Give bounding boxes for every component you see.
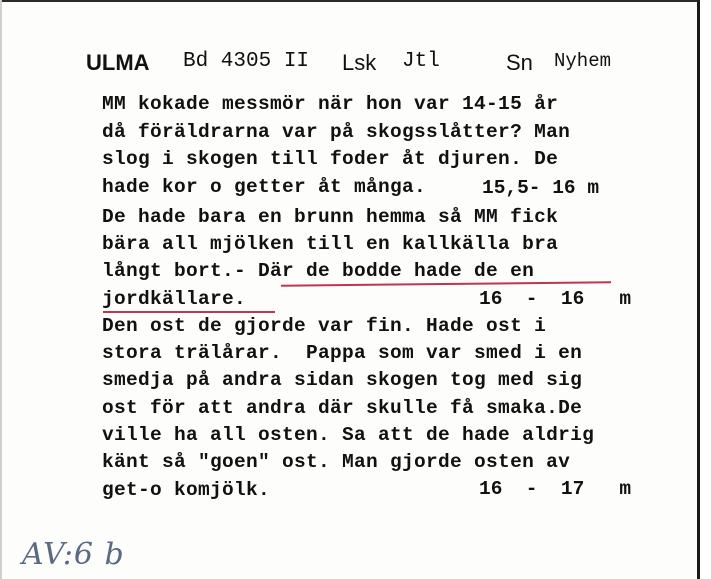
text-line: slog i skogen till foder åt djuren. De (102, 148, 559, 170)
text-line: smedja på andra sidan skogen tog med sig (102, 369, 583, 391)
text-line: känt så "goen" ost. Man gjorde osten av (102, 451, 571, 473)
text-line: ville ha all osten. Sa att de hade aldrig (102, 424, 595, 446)
text-line: Den ost de gjorde var fin. Hade ost i (102, 315, 547, 337)
volume-label: Bd 4305 II (183, 50, 310, 73)
red-underline (103, 311, 275, 313)
text-line: get-o komjölk. (102, 479, 271, 501)
text-line: MM kokade messmör när hon var 14-15 år (102, 93, 559, 115)
text-line: De hade bara en brunn hemma så MM fick (102, 206, 559, 228)
district-value: Jtl (402, 50, 440, 73)
text-line: då föräldrarna var på skogsslåtter? Man (102, 121, 571, 143)
text-line: långt bort.- Där de bodde hade de en (102, 260, 535, 282)
collection-label: ULMA (86, 50, 150, 75)
card-edge (0, 0, 2, 579)
text-line: stora trälårar. Pappa som var smed i en (102, 342, 583, 364)
page-reference: 16 - 17 m (479, 478, 632, 500)
text-line: jordkällare. (102, 288, 247, 310)
page-reference: 16 - 16 m (479, 288, 632, 310)
district-label: Lsk (342, 50, 377, 75)
text-line: ost för att andra där skulle få smaka.De (102, 397, 583, 419)
parish-label: Sn (506, 50, 533, 75)
text-line: bära all mjölken till en kallkälla bra (102, 233, 559, 255)
parish-value: Nyhem (554, 50, 612, 72)
text-line: hade kor o getter åt många. (102, 176, 427, 198)
archive-handwritten-mark: AV:6 b (22, 537, 125, 572)
page-reference: 15,5- 16 m (482, 177, 600, 199)
